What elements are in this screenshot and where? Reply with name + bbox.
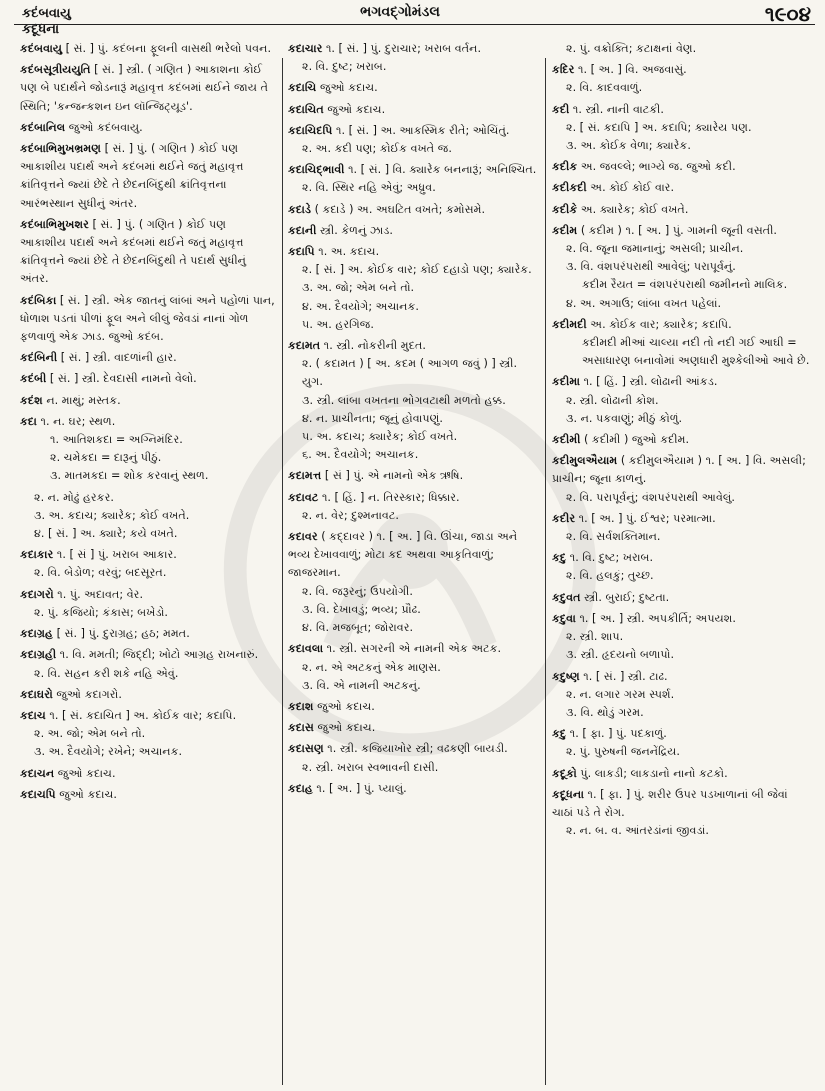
entry-sense: ૩. વિ. વંશપરંપરાથી આવેલું; પરાપૂર્વનું.	[566, 260, 736, 274]
entry-definition	[20, 686, 275, 704]
entry-definition	[20, 40, 275, 58]
entry-definition-text: ૧. [ ફા. ] પું. શરીર ઉપર પડખાળાનાં બી જેવાં ચાઠાં પડે તે રોગ.	[552, 787, 788, 819]
entry-sense: ૨. વિ. સર્વશક્તિમાન.	[566, 530, 661, 544]
entry-sense: ૪. અ. અગાઉ; લાંબા વખત પહેલાં.	[566, 296, 722, 310]
entry-sense: ૪. અ. દૈવયોગે; અચાનક.	[302, 299, 419, 313]
entry-definition	[288, 337, 538, 355]
entry-sense: ૨. વિ. બેડોળ; વરવું; બદસૂરત.	[34, 566, 167, 580]
dictionary-entry	[552, 61, 810, 97]
entry-definition	[20, 292, 275, 347]
entry-headword: કદંબાભિમુખભ્રમણ	[20, 142, 102, 156]
entry-definition	[288, 79, 538, 97]
entry-definition	[288, 161, 538, 179]
entry-definition-text: [ સં. ] સ્ત્રી. દેવદાસી નામનો વેલો.	[49, 372, 197, 386]
entry-headword: કદુ	[552, 551, 567, 565]
dictionary-entry	[20, 61, 275, 116]
dictionary-entry	[552, 101, 810, 156]
dictionary-entry	[552, 510, 810, 546]
entry-definition	[552, 101, 810, 119]
dictionary-entry	[20, 119, 275, 137]
entry-definition	[20, 413, 275, 431]
entry-definition	[20, 646, 275, 664]
entry-headword: કદીમા	[552, 375, 580, 389]
dictionary-entry	[288, 740, 538, 776]
entry-sense: ૩. વિ. દેખાવડું; ભવ્ય; પ્રૌઢ.	[302, 602, 421, 616]
entry-headword: કદાચ	[20, 708, 46, 722]
entry-definition-text: ( કદીમી ) જુઓ કદીમ.	[584, 433, 690, 447]
dictionary-entry	[288, 79, 538, 97]
entry-headword: કદાસ	[288, 721, 314, 735]
entry-example: ૨. ચમેકદા = દારૂનું પીઠું.	[50, 451, 162, 465]
entry-headword: કદાચાર	[288, 42, 323, 55]
entry-sense: ૩. અ. કોઈક વેળા; ક્યારેક.	[566, 139, 691, 153]
entry-definition	[20, 707, 275, 725]
entry-definition	[288, 201, 538, 219]
entry-headword: કદાચિદપિ	[288, 123, 333, 137]
column-3	[552, 40, 810, 1085]
entry-definition-text: જુઓ કદાગરો.	[56, 687, 122, 701]
entry-sense: ૨. વિ. સ્થિર નહિ એવું; અધ્રુવ.	[302, 181, 436, 195]
entry-definition-text: ૧. [ અ. ] પું. પ્યાલું.	[316, 781, 407, 795]
entry-definition	[552, 316, 810, 334]
entry-definition-text: [ સં. ] પું. કદંબના ફૂલની વાસથી ભરેલો પવન.	[65, 42, 272, 55]
entry-headword: કદાશ	[288, 699, 314, 713]
entry-sense: ૨. ( કદામત ) [ અ. કદમ ( આગળ જવું ) ] સ્ત્રી. યુગ.	[302, 357, 518, 389]
entry-sense: ૨. ન. લગાર ગરમ સ્પર્શ.	[566, 687, 675, 701]
entry-headword: કદામત્ત	[288, 469, 322, 483]
entry-headword: કદાવર	[288, 530, 318, 544]
dictionary-entry	[552, 452, 810, 507]
dictionary-entry	[20, 40, 275, 58]
entry-definition-text: ૧. [ સં. ] સ્ત્રી. ટાઢ.	[583, 669, 668, 683]
dictionary-entry	[552, 158, 810, 176]
dictionary-entry	[288, 698, 538, 716]
entry-sense: ૨. પું. પુરુષની જનનેંદ્રિય.	[566, 745, 680, 759]
entry-definition-text: ( કદીમ ) ૧. [ અ. ] પું. ગામની જૂની વસતી.	[580, 223, 777, 237]
entry-definition-text: ૧. [ હિં. ] ન. તિરસ્કાર; ધિક્કાર.	[321, 490, 460, 504]
entry-headword: કદાચપિ	[20, 787, 56, 801]
entry-example: કદીમદી મીઆં ચાલ્યા નદી તો નદી ગઈ આઘી = અસાધારણ બનાવોમાં અણધારી મુશ્કેલીઓ આવે છે.	[582, 336, 810, 368]
entry-definition-text: જુઓ કદાચ.	[319, 81, 378, 95]
dictionary-entry	[20, 765, 275, 783]
entry-headword: કદીક	[552, 160, 578, 174]
entry-definition	[288, 740, 538, 758]
entry-sense: ૨. અ. જો; એમ બને તો.	[34, 727, 146, 741]
entry-headword: કદાચિદ્ભાવી	[288, 163, 345, 177]
dictionary-entry	[288, 719, 538, 737]
entry-definition	[552, 765, 810, 783]
entry-headword: કદીકે	[552, 202, 578, 216]
entry-headword: કદુવત	[552, 590, 581, 604]
entry-sense: ૨. વિ. કાદવવાળું.	[566, 81, 643, 95]
entry-definition-text: સ્ત્રી. બુરાઈ; દુષ્ટતા.	[584, 590, 670, 604]
entry-headword: કદૂધના	[552, 787, 584, 801]
entry-definition-text: ૧. [ ફા. ] પું. પદકાળું.	[569, 727, 667, 741]
entry-headword: કદાવલા	[288, 642, 324, 656]
entry-headword: કદાવટ	[288, 490, 319, 504]
entry-headword: કદંબવાયુ	[20, 42, 63, 55]
entry-definition-text: ૧. સ્ત્રી. નોકરીની મુદત.	[323, 339, 426, 353]
dictionary-entry	[288, 40, 538, 76]
entry-headword: કદાગ્રહી	[20, 648, 57, 662]
entry-definition	[20, 119, 275, 137]
dictionary-entry	[288, 122, 538, 158]
column-divider-2	[545, 58, 546, 1085]
entry-sense: ૫. અ. હરગિજ.	[302, 317, 374, 331]
entry-definition-text: અ. કોઈક વાર; ક્યારેક; કદાપિ.	[590, 317, 732, 331]
entry-definition-text: જુઓ કદાચ.	[317, 721, 376, 735]
entry-definition-text: [ સં. ] પું. ( ગણિત ) કોઈ પણ આકાશીય પદાર્થ અને કદંબમાં થઈને જતું મહાવૃત્ત ક્રાંતિવૃત્તને જ્યાં છેદે તે છેદનબિંદુથી ક્રાંતિવૃત્તના આરંભસ્થાન સુધીનું અંતર.	[20, 142, 244, 210]
entry-sense: ૩. અ. જો; એમ બને તો.	[302, 281, 415, 295]
dictionary-entry	[552, 316, 810, 371]
dictionary-entry	[288, 101, 538, 119]
entry-definition	[552, 725, 810, 743]
entry-definition-text: જુઓ કદાચ.	[57, 766, 116, 780]
header-rule	[14, 24, 815, 25]
entry-definition-text: ૧. વિ. દુષ્ટ; ખરાબ.	[569, 551, 654, 565]
entry-definition	[20, 586, 275, 604]
dictionary-entry	[552, 179, 810, 197]
entry-headword: કદાડે	[288, 202, 312, 216]
entry-definition	[552, 549, 810, 567]
entry-definition-text: ૧. [ સં. ] વિ. ક્યારેક બનનારૂં; અનિશ્ચિત.	[348, 163, 537, 177]
entry-definition	[552, 373, 810, 391]
entry-definition-text: પું. લાકડી; લાકડાનો નાનો કટકો.	[580, 766, 728, 780]
entry-definition-text: ૧. [ સં. કદાચિત ] અ. કોઈક વાર; કદાપિ.	[49, 708, 237, 722]
column-1	[20, 40, 275, 1085]
entry-definition-text: ૧. [ અ. ] વિ. અજવાસું.	[578, 63, 687, 77]
entry-definition-text: ૧. [ હિં. ] સ્ત્રી. લોઢાની આંકડ.	[583, 375, 718, 389]
entry-definition-text: ૧. [ અ. ] સ્ત્રી. અપકીર્તિ; અપયશ.	[579, 611, 736, 625]
entry-headword: કદાહ	[288, 781, 313, 795]
entry-sense: ૫. અ. કદાચ; ક્યારેક; કોઈ વખતે.	[302, 430, 458, 444]
entry-definition	[20, 546, 275, 564]
dictionary-entry	[20, 489, 275, 544]
entry-definition	[288, 40, 538, 58]
entry-definition	[552, 452, 810, 488]
dictionary-entry	[552, 222, 810, 313]
dictionary-entry	[288, 201, 538, 219]
entry-definition	[288, 640, 538, 658]
header-guide-word-last: કદૂધના	[22, 22, 60, 37]
dictionary-entry	[288, 467, 538, 485]
entry-definition-text: [ સં. ] પું. ( ગણિત ) કોઈ પણ આકાશીય પદાર્થ અને કદંબમાં થઈને જતું મહાવૃત્ત ક્રાંતિવૃત્તને જ્યાં છેદે તે છેદનબિંદુથી તે પદાર્થ સુધીનું અંતર.	[20, 217, 247, 286]
entry-definition-text: ૧. સ્ત્રી. સગરની એ નામની એક અટક.	[326, 642, 502, 656]
entry-sense: ૨. પું. વક્રોક્તિ; કટાક્ષનાં વેણ.	[566, 42, 697, 55]
entry-definition	[552, 431, 810, 449]
entry-definition-text: ૧. [ સં ] પું. ખરાબ આકાર.	[56, 548, 177, 562]
entry-definition	[288, 222, 538, 240]
entry-headword: કદંબસૂત્રીયયુતિ	[20, 63, 91, 77]
dictionary-entry	[20, 646, 275, 682]
dictionary-entry	[552, 431, 810, 449]
dictionary-entry	[288, 780, 538, 798]
entry-definition	[20, 765, 275, 783]
entry-definition	[20, 349, 275, 367]
entry-sense: ૩. ન. પકવાણું; મીઠું કોળું.	[566, 411, 683, 425]
entry-definition	[552, 510, 810, 528]
entry-definition-text: [ સં. ] સ્ત્રી. ( ગણિત ) આકાશના કોઈ પણ બે પદાર્થને જોડનારૂં મહાવૃત્ત કદંબમાં થઈને જાય તે સ્થિતિ; 'કન્જન્કશન ઇન લૉન્જિટ્યૂડ'.	[20, 63, 269, 113]
entry-definition-text: ૧. સ્ત્રી. નાની વાટકી.	[572, 102, 664, 116]
entry-sense: ૨. ન. વેર; દુશ્મનાવટ.	[302, 508, 399, 522]
dictionary-entry	[20, 686, 275, 704]
entry-definition	[20, 625, 275, 643]
entry-sense: ૪. ન. પ્રાચીનતા; જૂનું હોવાપણું.	[302, 411, 443, 425]
entry-headword: કદીમુલઐયામ	[552, 454, 618, 468]
entry-definition-text: ( કદાડે ) અ. અઘટિત વખતે; કમોસમે.	[314, 202, 486, 216]
entry-definition	[288, 528, 538, 583]
entry-definition	[20, 61, 275, 116]
entry-definition-text: [ સં ] પું. એ નામનો એક ઋષિ.	[324, 469, 464, 483]
entry-definition-text: ૧. [ અ. ] પું. ઈશ્વર; પરમાત્મા.	[578, 511, 716, 525]
entry-definition-text: જુઓ કદાચ.	[327, 102, 386, 116]
entry-sense: ૩. સ્ત્રી. લાંબા વખતના ભોગવટાથી મળતો હક્ક.	[302, 393, 506, 407]
entry-headword: કદાસણ	[288, 742, 324, 756]
entry-definition	[288, 719, 538, 737]
dictionary-entry	[552, 201, 810, 219]
entry-definition-text: [ સં. ] પું. દુરાગ્રહ; હઠ; મમત.	[56, 627, 190, 641]
entry-headword: કદિર	[552, 63, 575, 77]
entry-sense: ૪. [ સં. ] અ. ક્યારે; કયે વખતે.	[34, 527, 178, 541]
entry-sense: ૨. પું. કજિયો; કંકાસ; બખેડો.	[34, 605, 168, 619]
entry-sense: ૨. સ્ત્રી. લોઢાની કોશ.	[566, 393, 659, 407]
entry-sense: ૨. [ સં. ] અ. કોઈક વાર; કોઈ દહાડો પણ; ક્યારેક.	[302, 263, 532, 277]
entry-definition-text: ૧. ન. ઘર; સ્થળ.	[40, 414, 116, 428]
entry-definition	[288, 780, 538, 798]
entry-definition-text: સ્ત્રી. કેળનું ઝાડ.	[320, 223, 393, 237]
entry-headword: કદંબી	[20, 372, 47, 386]
entry-definition	[552, 610, 810, 628]
entry-definition	[288, 467, 538, 485]
entry-headword: કદાચન	[20, 766, 55, 780]
entry-sense: ૨. વિ. સહન કરી શકે નહિ એવું.	[34, 666, 179, 680]
header-guide-words	[22, 6, 71, 38]
dictionary-entry	[552, 765, 810, 783]
dictionary-entry	[20, 786, 275, 804]
entry-definition	[552, 589, 810, 607]
entry-definition-text: ૧. સ્ત્રી. કજિયાખોર સ્ત્રી; વઢકણી બાયડી.	[327, 742, 508, 756]
dictionary-entry	[20, 370, 275, 388]
entry-definition	[552, 158, 810, 176]
entry-definition-text: જુઓ કદાચ.	[59, 787, 117, 801]
entry-headword: કદુષ્ણ	[552, 669, 580, 683]
entry-headword: કદંબાભિમુખશર	[20, 217, 89, 231]
dictionary-entry	[288, 243, 538, 334]
entry-definition-text: ૧. વિ. મમતી; જિદ્દી; ખોટો આગ્રહ રાખનારું.	[59, 648, 259, 662]
entry-definition	[288, 243, 538, 261]
entry-headword: કદી	[552, 102, 570, 116]
entry-definition-text: જુઓ કદાચ.	[317, 699, 375, 713]
entry-sense: ૨. ન. એ અટકનું એક માણસ.	[302, 660, 441, 674]
entry-definition	[552, 222, 810, 240]
entry-headword: કદીમદી	[552, 317, 587, 331]
entry-definition	[552, 61, 810, 79]
dictionary-entry	[552, 373, 810, 428]
entry-sense: ૩. અ. કદાચ; ક્યારેક; કોઈ વખતે.	[34, 508, 190, 522]
entry-sense: ૨. અ. કદી પણ; કોઈક વખતે જ.	[302, 142, 452, 156]
entry-definition-text: અ. ક્યારેક; કોઈ વખતે.	[580, 202, 689, 216]
header-title: ભગવદ્ગોમંડલ	[360, 4, 440, 20]
entry-definition	[20, 140, 275, 213]
entry-definition-text: જુઓ કદંબવાયુ.	[68, 120, 143, 134]
entry-sense: ૬. અ. દૈવયોગે; અચાનક.	[302, 448, 419, 462]
dictionary-entry	[20, 707, 275, 762]
entry-headword: કદંબાનિલ	[20, 120, 66, 134]
entry-headword: કદાપિ	[288, 245, 315, 259]
entry-definition-text: [ સં. ] સ્ત્રી. વાદળાંની હાર.	[60, 351, 177, 365]
entry-sense: ૨. સ્ત્રી. ખરાબ સ્વભાવની દાસી.	[302, 760, 439, 774]
entry-definition	[552, 786, 810, 822]
entry-headword: કદાગરો	[20, 587, 54, 601]
entry-sense: ૨. સ્ત્રી. શાપ.	[566, 630, 624, 644]
entry-definition	[288, 698, 538, 716]
entry-headword: કદીકદી	[552, 181, 587, 195]
entry-sense: ૩. સ્ત્રી. હૃદયનો બળાપો.	[566, 648, 675, 662]
dictionary-entry	[20, 413, 275, 486]
dictionary-entry	[552, 589, 810, 607]
entry-definition	[288, 489, 538, 507]
header-guide-word-first: કદંબવાયુ	[22, 6, 71, 21]
dictionary-entry	[288, 528, 538, 637]
entry-sense: ૨. વિ. જરૂરનું; ઉપયોગી.	[302, 584, 413, 598]
page-number: ૧૯૦૪	[764, 2, 811, 26]
entry-sense: ૪. વિ. મજબૂત; જોરાવર.	[302, 621, 414, 635]
entry-definition-text: અ. કોઈ કોઈ વાર.	[590, 181, 675, 195]
entry-headword: કદુ	[552, 727, 567, 741]
entry-definition	[552, 201, 810, 219]
entry-definition-text: ૧. [ સં. ] પું. દુરાચાર; ખરાબ વર્તન.	[325, 42, 482, 55]
dictionary-entry	[552, 668, 810, 723]
dictionary-entry	[20, 349, 275, 367]
entry-definition	[552, 668, 810, 686]
dictionary-entry	[20, 216, 275, 289]
entry-example: ૩. માતમકદા = શોક કરવાનું સ્થળ.	[50, 469, 209, 483]
entry-definition	[20, 216, 275, 289]
entry-definition-text: ૧. પું. અદાવત; વેર.	[57, 587, 144, 601]
dictionary-entry	[288, 640, 538, 695]
column-divider-1	[282, 58, 283, 1085]
dictionary-entry	[552, 549, 810, 585]
entry-headword: કદુવા	[552, 611, 576, 625]
entry-headword: કદંબિકા	[20, 293, 57, 307]
entry-sense: ૨. ન. મોઢું હરકર.	[34, 490, 114, 504]
entry-headword: કદાચિ	[288, 81, 317, 95]
entry-headword: કદાકાર	[20, 548, 54, 562]
dictionary-entry	[552, 610, 810, 665]
entry-headword: કદંબિની	[20, 351, 58, 365]
entry-definition-text: ન. માથું; મસ્તક.	[46, 393, 121, 407]
entry-definition	[552, 179, 810, 197]
dictionary-entry	[288, 489, 538, 525]
entry-headword: કદૂકો	[552, 766, 577, 780]
dictionary-entry	[288, 337, 538, 464]
entry-example: કદીમ રૈયત = વંશપરંપરાથી જમીનનો માલિક.	[582, 278, 788, 292]
dictionary-entry	[552, 40, 810, 58]
dictionary-entry	[20, 546, 275, 582]
dictionary-entry	[20, 586, 275, 622]
entry-headword: કદાગ્રહ	[20, 627, 54, 641]
entry-definition	[288, 122, 538, 140]
entry-sense: ૨. ન. બ. વ. આંતરડાંનાં જીવડાં.	[566, 824, 709, 838]
entry-sense: ૨. વિ. જૂના જમાનાનું; અસલી; પ્રાચીન.	[566, 242, 744, 256]
entry-headword: કદાઘરો	[20, 687, 53, 701]
entry-definition	[288, 101, 538, 119]
dictionary-entry	[288, 161, 538, 197]
entry-headword: કદીર	[552, 511, 576, 525]
entry-headword: કદંશ	[20, 393, 43, 407]
entry-headword: કદાની	[288, 223, 317, 237]
entry-sense: ૨. વિ. હલકું; તુચ્છ.	[566, 569, 654, 583]
dictionary-entry	[20, 140, 275, 213]
entry-definition	[20, 786, 275, 804]
entry-headword: કદીમ	[552, 223, 578, 237]
entry-sense: ૩. અ. દૈવયોગે; રખેને; અચાનક.	[34, 745, 183, 759]
entry-definition-text: ( કદીમુલઐયામ ) ૧. [ અ. ] વિ. અસલી; પ્રાચીન; જૂના કાળનું.	[552, 454, 806, 486]
entry-definition-text: [ સં. ] સ્ત્રી. એક જાતનું લાંબાં અને પહોળાં પાન, ધોળાશ પડતાં પીળાં ફૂલ અને લીલું જેવડાં નાનાં ગોળ ફળવાળું એક ઝાડ. જુઓ કદંબ.	[20, 293, 275, 344]
dictionary-entry	[20, 392, 275, 410]
entry-sense: ૩. વિ. થોડું ગરમ.	[566, 705, 644, 719]
entry-definition-text: ૧. [ સં. ] અ. આકસ્મિક રીતે; ઓચિંતું.	[335, 123, 510, 137]
dictionary-entry	[20, 292, 275, 347]
dictionary-entry	[552, 786, 810, 841]
entry-example: ૧. આતિશકદા = અગ્નિમંદિર.	[50, 433, 183, 447]
entry-sense: ૩. વિ. એ નામની અટકનું.	[302, 678, 421, 692]
entry-headword: કદા	[20, 414, 37, 428]
dictionary-entry	[20, 625, 275, 643]
entry-sense: ૨. [ સં. કદાપિ ] અ. કદાપિ; ક્યારેય પણ.	[566, 120, 752, 134]
entry-sense: ૨. વિ. દુષ્ટ; ખરાબ.	[302, 60, 387, 74]
entry-sense: ૨. વિ. પરાપૂર્વનું; વંશપરંપરાથી આવેલું.	[566, 490, 735, 504]
entry-definition	[20, 370, 275, 388]
entry-headword: કદીમી	[552, 433, 581, 447]
entry-definition-text: અ. જવલ્લે; ભાગ્યે જ. જુઓ કદી.	[580, 160, 736, 174]
column-2	[288, 40, 538, 1085]
entry-headword: કદાચિત	[288, 102, 324, 116]
entry-definition-text: ૧. અ. કદાચ.	[318, 245, 380, 259]
entry-headword: કદામત	[288, 339, 321, 353]
dictionary-entry	[552, 725, 810, 761]
dictionary-entry	[288, 222, 538, 240]
entry-definition-text: ( કદ્દાવર ) ૧. [ અ. ] વિ. ઊંચા, જાડા અને ભવ્ય દેખાવવાળું; મોટા કદ અથવા આકૃતિવાળું; જાજરમાન.	[288, 530, 518, 580]
entry-definition	[20, 392, 275, 410]
